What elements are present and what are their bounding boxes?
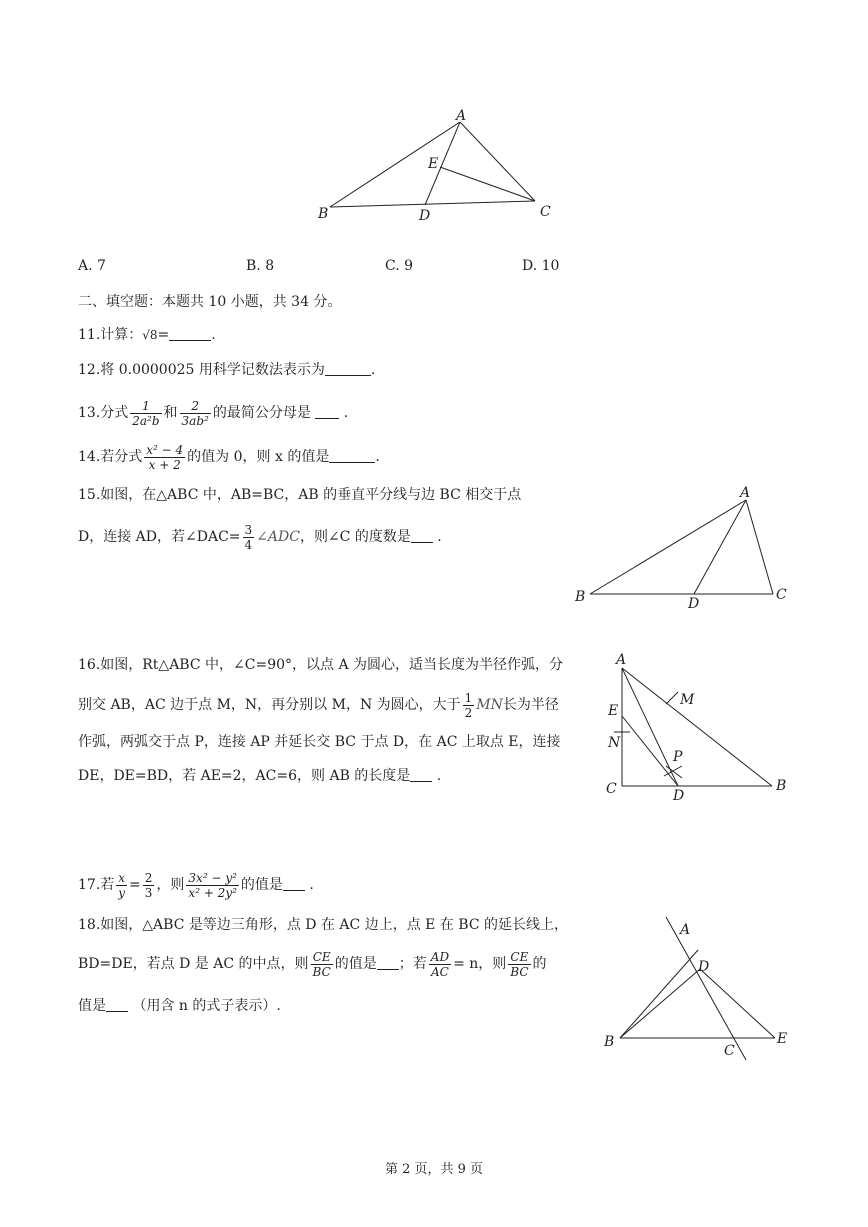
question-15-line1: 15.如图，在△ABC 中，AB=BC，AB 的垂直平分线与边 BC 相交于点 — [78, 487, 522, 503]
answer-blank — [325, 361, 371, 376]
figure-q15-triangle — [570, 482, 790, 612]
label-a: A — [616, 652, 627, 668]
question-17: 17.若 $\frac{x}{y}$ = $\frac{2}{3}$ ，则 $\frac{\text{3x² − y²}}{\text{x² + 2y²}}$ 的值是 . — [78, 870, 314, 900]
answer-blank — [410, 767, 432, 782]
question-18-line2: BD=DE，若点 D 是 AC 的中点，则 $\frac{CE}{BC}$ 的值是 ；若 $\frac{AD}{AC}$ = n，则 $\frac{CE}{BC}$ 的 — [78, 949, 547, 979]
label-n: N — [608, 735, 621, 751]
fraction: $\frac{\text{x² − 4}}{x + 2}$ — [146, 442, 184, 472]
label-b: B — [776, 778, 787, 794]
label-e: E — [777, 1031, 788, 1047]
question-14: 14.若分式 $\frac{\text{x² − 4}}{x + 2}$ 的值为 0，则 x 的值是 . — [78, 442, 380, 472]
figure-top-triangle — [310, 100, 570, 230]
label-a: A — [680, 922, 691, 938]
label-a: A — [740, 485, 751, 501]
label-d: D — [419, 208, 431, 224]
label-a: A — [456, 108, 467, 124]
label-b: B — [318, 206, 329, 222]
label-e: E — [428, 156, 439, 172]
option-b: B. 8 — [246, 258, 275, 274]
answer-blank — [283, 876, 305, 891]
label-b: B — [575, 589, 586, 605]
question-16-line2: 别交 AB，AC 边于点 M，N，再分别以 M，N 为圆心，大于 $\frac{1}{2}$ MN长为半径 — [78, 690, 559, 720]
option-c: C. 9 — [385, 258, 414, 274]
label-b: B — [604, 1034, 615, 1050]
option-a: A. 7 — [78, 258, 106, 274]
label-c: C — [724, 1043, 735, 1059]
fraction: $\frac{3}{4}$ — [244, 522, 253, 552]
label-d: D — [673, 788, 685, 804]
label-d: D — [698, 959, 710, 975]
page-footer: 第 2 页，共 9 页 — [384, 1162, 484, 1177]
answer-blank — [329, 448, 375, 463]
fraction-ad-ac: $\frac{AD}{AC}$ — [430, 949, 450, 979]
question-16-line3: 作弧，两弧交于点 P，连接 AP 并延长交 BC 于点 D，在 AC 上取点 E，连接 — [78, 734, 561, 750]
figure-q18-triangle — [600, 912, 800, 1062]
label-c: C — [776, 587, 787, 603]
fraction-2: $\frac{2}{\text{3ab²}}$ — [181, 398, 209, 428]
answer-blank-1 — [377, 955, 399, 970]
question-18-line3: 值是 （用含 n 的式子表示）. — [78, 998, 281, 1014]
answer-blank-2 — [106, 997, 128, 1012]
fraction: $\frac{1}{2}$ — [464, 690, 473, 720]
question-12: 12.将 0.0000025 用科学记数法表示为 . — [78, 362, 376, 378]
question-13: 13.分式 $\frac{1}{\text{2a²b}}$ 和 $\frac{2}{\text{3ab²}}$ 的最简公分母是 . — [78, 398, 349, 428]
figure-q16-right-triangle — [600, 648, 800, 808]
label-p: P — [673, 749, 683, 765]
label-m: M — [680, 692, 695, 708]
fraction-ce-bc: $\frac{CE}{BC}$ — [312, 949, 331, 979]
option-d: D. 10 — [522, 258, 560, 274]
question-16-line4: DE，DE=BD，若 AE=2，AC=6，则 AB 的长度是 . — [78, 768, 442, 784]
section-title: 二、填空题：本题共 10 小题，共 34 分。 — [78, 294, 342, 310]
label-c: C — [606, 781, 617, 797]
label-d: D — [688, 596, 700, 612]
expression-fraction: $\frac{\text{3x² − y²}}{\text{x² + 2y²}}$ — [188, 870, 237, 900]
answer-blank — [315, 404, 339, 419]
fraction-ce-bc-2: $\frac{CE}{BC}$ — [510, 949, 529, 979]
ratio-fraction: $\frac{x}{y}$ — [118, 870, 126, 900]
answer-blank — [411, 528, 433, 543]
fraction-1: $\frac{1}{\text{2a²b}}$ — [132, 398, 160, 428]
label-e: E — [608, 703, 619, 719]
label-c: C — [540, 204, 551, 220]
question-15-line2: D，连接 AD，若∠DAC= $\frac{3}{4}$ ∠ADC，则∠C 的度数是 . — [78, 522, 442, 552]
question-18-line1: 18.如图，△ABC 是等边三角形，点 D 在 AC 边上，点 E 在 BC 的延长线上， — [78, 917, 568, 933]
answer-blank — [169, 326, 211, 341]
value-fraction: $\frac{2}{3}$ — [144, 870, 153, 900]
question-11: 11.计算：√8= . — [78, 327, 216, 343]
question-16-line1: 16.如图，Rt△ABC 中，∠C=90°，以点 A 为圆心，适当长度为半径作弧，分 — [78, 657, 564, 673]
